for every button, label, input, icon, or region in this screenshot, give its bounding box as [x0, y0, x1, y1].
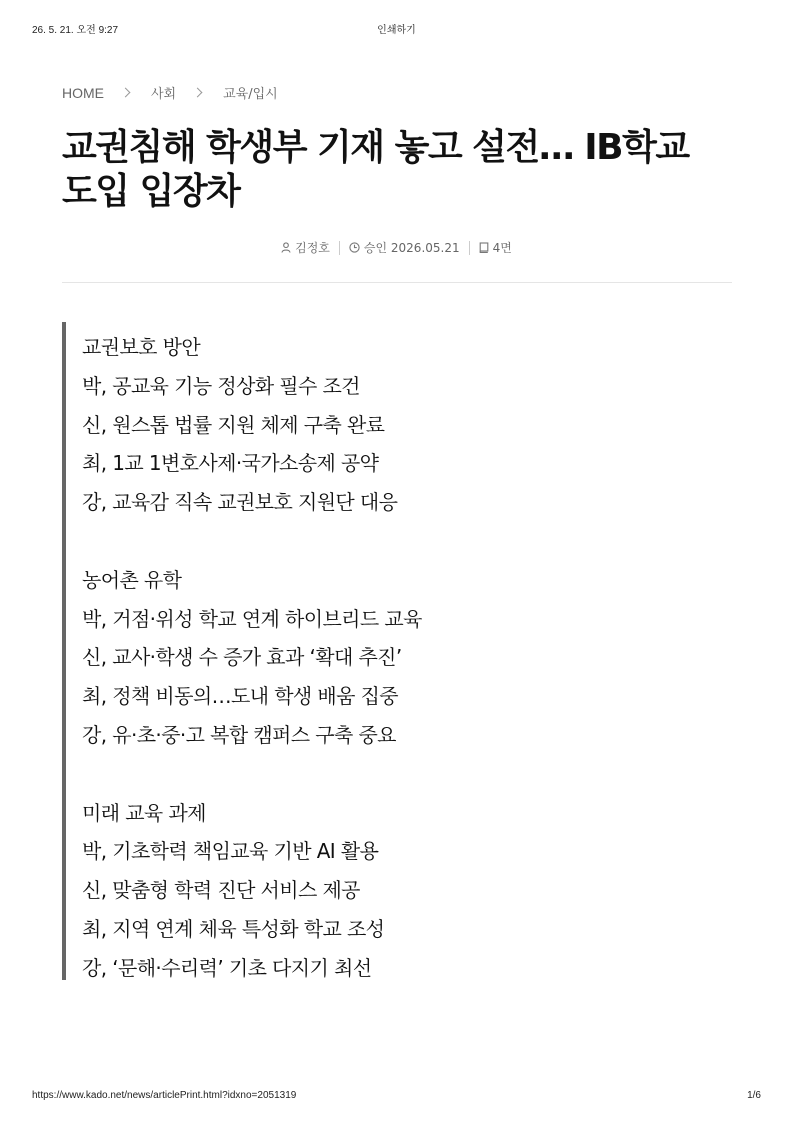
- summary-item: 박, 기초학력 책임교육 기반 AI 활용: [82, 839, 379, 864]
- headline-line-2: 도입 입장차: [62, 171, 240, 212]
- summary-item: 박, 공교육 기능 정상화 필수 조건: [82, 373, 360, 398]
- print-date: 26. 5. 21. 오전 9:27: [32, 25, 119, 36]
- article-headline: [62, 126, 742, 214]
- meta-divider: [339, 241, 340, 255]
- page-number: 1/6: [747, 1090, 761, 1101]
- headline-line-1: 교권침해 학생부 기재 놓고 설전… IB학교: [62, 127, 689, 168]
- breadcrumb-education[interactable]: 교육/입시: [223, 87, 278, 102]
- summary-heading: 교권보호 방안: [82, 335, 201, 359]
- page-info: [479, 239, 512, 256]
- summary-item: 강, ‘문해·수리력’ 기초 다지기 최선: [82, 955, 372, 980]
- section-gap: [82, 522, 662, 561]
- page-icon: [479, 242, 489, 253]
- summary-item: 신, 원스톱 법률 지원 체제 구축 완료: [82, 412, 385, 437]
- author-info: [281, 239, 330, 256]
- approved-date: 승인 2026.05.21: [363, 241, 460, 255]
- summary-item: 신, 교사·학생 수 증가 효과 ‘확대 추진’: [82, 645, 402, 670]
- clock-icon: [349, 242, 360, 253]
- page-url: https://www.kado.net/news/articlePrint.html?idxno=2051319: [32, 1090, 297, 1101]
- meta-divider: [469, 241, 470, 255]
- article-summary: [62, 322, 662, 980]
- article-meta: [0, 239, 793, 256]
- summary-heading: 미래 교육 과제: [82, 800, 206, 825]
- summary-item: 최, 1교 1변호사제·국가소송제 공약: [82, 451, 379, 476]
- approved-info: [349, 239, 460, 256]
- breadcrumb-society[interactable]: 사회: [151, 87, 177, 102]
- summary-heading: 농어촌 유학: [82, 567, 182, 592]
- summary-item: 강, 교육감 직속 교권보호 지원단 대응: [82, 490, 398, 515]
- divider-line: [62, 282, 732, 283]
- summary-item: 최, 지역 연계 체육 특성화 학교 조성: [82, 916, 385, 941]
- summary-item: 박, 거점·위성 학교 연계 하이브리드 교육: [82, 606, 422, 631]
- breadcrumb-home[interactable]: HOME: [62, 84, 104, 101]
- page-label: 4면: [492, 241, 512, 255]
- breadcrumb: [62, 83, 278, 102]
- summary-item: 신, 맞춤형 학력 진단 서비스 제공: [82, 878, 360, 903]
- print-footer: [32, 1090, 761, 1104]
- chevron-right-icon: [121, 88, 131, 98]
- chevron-right-icon: [193, 88, 203, 98]
- author-name: 김정호: [295, 241, 330, 255]
- summary-item: 강, 유·초·중·고 복합 캠퍼스 구축 중요: [82, 722, 396, 747]
- section-gap: [82, 755, 662, 794]
- print-title: 인쇄하기: [377, 25, 416, 36]
- print-header: [32, 21, 761, 35]
- summary-item: 최, 정책 비동의…도내 학생 배움 집중: [82, 684, 399, 709]
- person-icon: [281, 242, 291, 253]
